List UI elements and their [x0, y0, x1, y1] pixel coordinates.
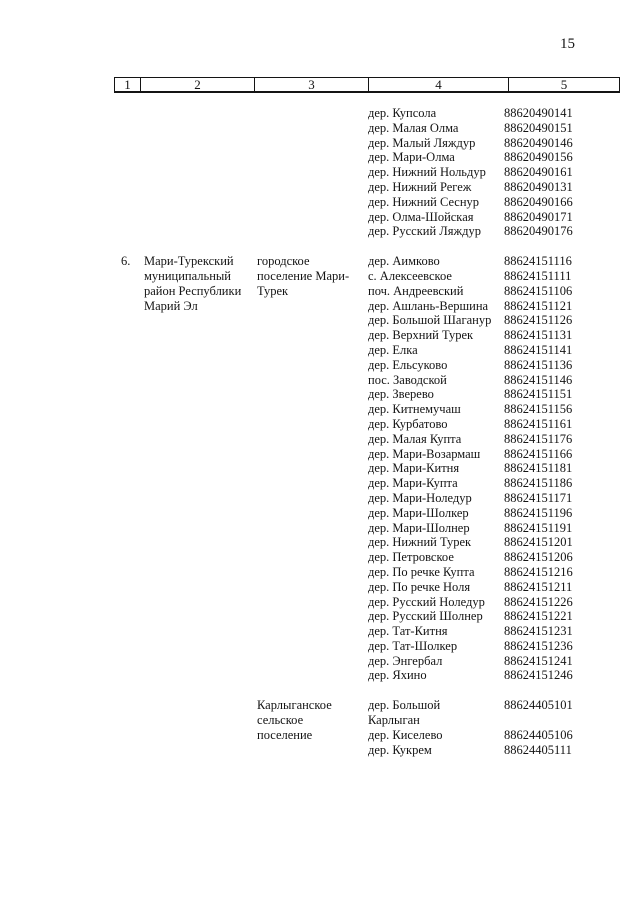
oktmo-code: 88620490151 [504, 120, 573, 135]
table-row [368, 490, 573, 506]
locality-name: дер. Аимково [368, 254, 440, 269]
table-row [368, 698, 573, 728]
table-row [368, 328, 573, 343]
table-row [368, 416, 573, 432]
locality-list [368, 254, 573, 683]
oktmo-code: 88620490166 [504, 194, 573, 209]
locality-name: дер. Нижний Нольдур [368, 165, 486, 180]
locality-list [368, 698, 573, 757]
table-row [368, 742, 572, 758]
locality-name: дер. Малая Купта [368, 431, 462, 446]
table-row [368, 609, 573, 624]
oktmo-code: 88624151136 [504, 357, 573, 372]
oktmo-code: 88624151111 [504, 268, 572, 283]
locality-name: дер. Русский Ноледур [368, 594, 485, 609]
oktmo-code: 88624405111 [504, 742, 572, 757]
table-row [368, 476, 573, 491]
locality-list [368, 106, 573, 239]
oktmo-code: 88624151241 [504, 653, 573, 668]
table-section [0, 254, 640, 683]
table-row [368, 179, 573, 195]
locality-name: дер. Яхино [368, 668, 427, 683]
oktmo-code: 88620490176 [504, 224, 573, 239]
locality-name: дер. Кукрем [368, 742, 432, 757]
table-section [0, 106, 640, 239]
locality-name: дер. Мари-Шолнер [368, 520, 470, 535]
table-row [368, 520, 573, 536]
locality-name: дер. Мари-Возармаш [368, 446, 481, 461]
column-header-1: 1 [115, 78, 141, 93]
oktmo-code: 88624151181 [504, 461, 573, 476]
table-row [368, 120, 573, 136]
oktmo-code: 88624151166 [504, 446, 573, 461]
locality-name: дер. Нижний Сеснур [368, 194, 480, 209]
locality-name: дер. Русский Ляждур [368, 224, 482, 239]
locality-name: дер. Купсола [368, 106, 437, 120]
district-name: Мари-Турекский муниципальный район Республики Марий Эл [144, 254, 242, 313]
oktmo-code: 88624151191 [504, 520, 573, 535]
oktmo-code: 88624151236 [504, 638, 573, 653]
locality-name: дер. Мари-Китня [368, 461, 460, 476]
table-row [368, 268, 572, 284]
table-row [368, 135, 573, 151]
locality-name: дер. Киселево [368, 727, 443, 742]
oktmo-code: 88624151206 [504, 550, 573, 565]
table-row [368, 431, 573, 447]
locality-name: дер. Малый Ляждур [368, 135, 476, 150]
table-row [368, 313, 573, 328]
oktmo-code: 88624151161 [504, 416, 573, 431]
oktmo-code: 88624151116 [504, 254, 572, 269]
table-row [368, 357, 573, 373]
locality-name: дер. Тат-Шолкер [368, 638, 458, 653]
locality-name: дер. Ельсуково [368, 357, 448, 372]
oktmo-code: 88620490141 [504, 106, 573, 120]
table-row [368, 638, 573, 654]
oktmo-code: 88624151141 [504, 342, 573, 357]
column-header-row [114, 77, 620, 93]
page-number: 15 [560, 36, 575, 52]
locality-name: дер. Мари-Шолкер [368, 505, 469, 520]
table-row [368, 550, 573, 565]
oktmo-code: 88624151171 [504, 490, 573, 505]
locality-name: дер. Русский Шолнер [368, 609, 483, 624]
table-row [368, 372, 573, 388]
table-body [0, 106, 640, 757]
oktmo-code: 88624151226 [504, 594, 573, 609]
oktmo-code: 88624151211 [504, 579, 573, 594]
settlement-name: городское поселение Мари-Турек [257, 254, 350, 298]
locality-name: дер. Тат-Китня [368, 624, 448, 639]
locality-name: пос. Заводской [368, 372, 447, 387]
oktmo-code: 88624151186 [504, 476, 573, 491]
locality-name: дер. Петровское [368, 550, 454, 565]
table-row [368, 402, 573, 417]
oktmo-code: 88624151201 [504, 535, 573, 550]
locality-name: дер. Мари-Ноледур [368, 490, 472, 505]
table-row [368, 165, 573, 180]
table-row [368, 209, 573, 225]
oktmo-code: 88620490131 [504, 179, 573, 194]
oktmo-code: 88620490156 [504, 150, 573, 165]
table-row [368, 535, 573, 550]
column-header-5: 5 [509, 78, 620, 93]
table-row [368, 342, 573, 358]
locality-name: дер. Энгербал [368, 653, 443, 668]
table-row [368, 727, 573, 743]
locality-name: дер. Олма-Шойская [368, 209, 474, 224]
oktmo-code: 88624405101 [504, 698, 573, 713]
oktmo-code: 88620490171 [504, 209, 573, 224]
oktmo-code: 88624405106 [504, 727, 573, 742]
locality-name: дер. Малая Олма [368, 120, 459, 135]
table-row [368, 579, 573, 595]
table-row [368, 194, 573, 210]
table-row [368, 564, 573, 580]
table-row [368, 446, 573, 462]
row-number: 6. [121, 254, 131, 269]
locality-name: дер. Ашлань-Вершина [368, 298, 489, 313]
table-row [368, 668, 573, 683]
oktmo-code: 88624151156 [504, 402, 573, 417]
table-row [368, 224, 573, 239]
settlement-name: Карлыганское сельское поселение [257, 698, 332, 742]
oktmo-code: 88624151221 [504, 609, 573, 624]
locality-name: дер. Мари-Олма [368, 150, 455, 165]
locality-name: дер. Верхний Турек [368, 328, 474, 343]
table-row [368, 624, 573, 639]
oktmo-code: 88624151121 [504, 298, 573, 313]
table-row [368, 505, 573, 521]
oktmo-code: 88624151106 [504, 283, 573, 298]
column-header-3: 3 [255, 78, 369, 93]
table-row [368, 653, 573, 669]
oktmo-code: 88624151246 [504, 668, 573, 683]
table-row [368, 594, 573, 610]
table-row [368, 106, 573, 121]
oktmo-code: 88624151216 [504, 564, 573, 579]
locality-name: дер. Курбатово [368, 416, 448, 431]
oktmo-code: 88624151176 [504, 431, 573, 446]
oktmo-code: 88620490146 [504, 135, 573, 150]
table-row [368, 387, 573, 402]
oktmo-code: 88624151131 [504, 328, 573, 343]
column-header-2: 2 [141, 78, 255, 93]
locality-name: дер. Китнемучаш [368, 402, 461, 417]
column-header-4: 4 [369, 78, 509, 93]
locality-name: дер. Большой Карлыган [368, 698, 441, 728]
table-row [368, 461, 573, 476]
locality-name: дер. Зверево [368, 387, 434, 402]
locality-name: дер. Большой Шаганур [368, 313, 492, 328]
locality-name: дер. Мари-Купта [368, 476, 458, 491]
table-section [0, 698, 640, 757]
locality-name: дер. Нижний Турек [368, 535, 472, 550]
oktmo-code: 88620490161 [504, 165, 573, 180]
oktmo-code: 88624151146 [504, 372, 573, 387]
locality-name: с. Алексеевское [368, 268, 452, 283]
locality-name: дер. Елка [368, 342, 418, 357]
table-row [368, 150, 573, 165]
table-row [368, 283, 573, 299]
locality-name: дер. По речке Купта [368, 564, 475, 579]
oktmo-code: 88624151151 [504, 387, 573, 402]
table-row [368, 298, 573, 314]
oktmo-code: 88624151196 [504, 505, 573, 520]
oktmo-code: 88624151231 [504, 624, 573, 639]
oktmo-code: 88624151126 [504, 313, 573, 328]
locality-name: поч. Андреевский [368, 283, 464, 298]
locality-name: дер. Нижний Регеж [368, 179, 472, 194]
table-row [368, 254, 572, 269]
locality-name: дер. По речке Ноля [368, 579, 471, 594]
